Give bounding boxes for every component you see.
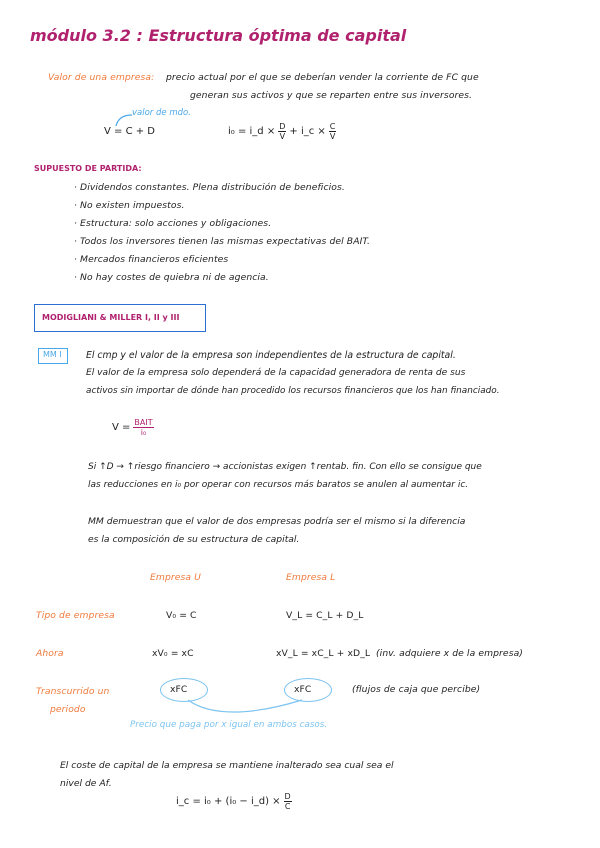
mm1-line3: activos sin importar de dónde han procedido los recursos financieros que los han financiado. [86, 386, 500, 396]
valor-formula-i0 [228, 122, 336, 141]
supuesto-item: · Estructura: solo acciones y obligaciones. [74, 218, 272, 229]
fraction-bait-i0 [133, 418, 153, 437]
formula-i0-prefix: i₀ = i_d × [228, 126, 276, 137]
fraction-den: V [279, 132, 286, 141]
fraction-den: V [329, 132, 336, 141]
mm1-tag: MM I [43, 350, 62, 359]
mm1-p3-line2: es la composición de su estructura de capital. [88, 534, 300, 545]
supuesto-item: · Todos los inversores tienen las mismas expectativas del BAIT. [74, 236, 371, 247]
row-tipo-l: V_L = C_L + D_L [286, 610, 364, 621]
col-empresa-l: Empresa L [286, 572, 336, 583]
valor-annotation: valor de mdo. [132, 108, 191, 118]
fraction-num: D [279, 122, 286, 131]
connector-curve-icon [180, 694, 310, 720]
row-label-tipo: Tipo de empresa [36, 610, 115, 621]
col-empresa-u: Empresa U [150, 572, 201, 583]
closing-formula [176, 792, 292, 811]
formula-i0-mid: + i_c × [289, 126, 326, 137]
closing-line1: El coste de capital de la empresa se mantiene inalterado sea cual sea el [60, 760, 394, 771]
fraction-den: C [284, 802, 291, 811]
fraction-num: BAIT [134, 418, 153, 427]
supuesto-item: · Dividendos constantes. Plena distribución de beneficios. [74, 182, 345, 193]
closing-line2: nivel de Af. [60, 778, 112, 789]
fraction-c-v [329, 122, 337, 141]
mm1-formula [112, 418, 154, 437]
table-annotation: Precio que paga por x igual en ambos casos. [130, 720, 328, 730]
formula-v-label: V = [112, 422, 131, 433]
valor-label: Valor de una empresa: [48, 72, 155, 83]
closing-formula-prefix: i_c = i₀ + (i₀ − i_d) × [176, 796, 281, 807]
row-fc-l: xFC [294, 684, 312, 695]
supuesto-item: · No hay costes de quiebra ni de agencia. [74, 272, 269, 283]
fraction-d-v [278, 122, 286, 141]
fraction-num: C [329, 122, 336, 131]
valor-formula-v: V = C + D [104, 126, 155, 137]
supuesto-item: · No existen impuestos. [74, 200, 185, 211]
supuesto-heading: SUPUESTO DE PARTIDA: [34, 164, 142, 173]
row-fc-u: xFC [170, 684, 188, 695]
supuesto-item: · Mercados financieros eficientes [74, 254, 229, 265]
mm-heading: MODIGLIANI & MILLER I, II y III [42, 313, 180, 322]
mm1-p2-line1: Si ↑D → ↑riesgo financiero → accionistas exigen ↑rentab. fin. Con ello se consigue que [88, 462, 482, 472]
row-fc-note: (flujos de caja que percibe) [352, 684, 481, 695]
mm1-p2-line2: las reducciones en i₀ por operar con recursos más baratos se anulen al aumentar ic. [88, 480, 469, 490]
mm1-line2: El valor de la empresa solo dependerá de la capacidad generadora de renta de sus [86, 368, 466, 378]
fraction-den: i₀ [140, 428, 147, 437]
page-title: módulo 3.2 : Estructura óptima de capital [30, 26, 407, 45]
mm1-line1: El cmp y el valor de la empresa son independientes de la estructura de capital. [86, 350, 456, 361]
fraction-num: D [284, 792, 291, 801]
row-label-transcurrido: Transcurrido un [36, 686, 110, 697]
valor-definition-line2: generan sus activos y que se reparten entre sus inversores. [190, 90, 473, 101]
row-label-periodo: periodo [50, 704, 86, 715]
valor-definition-line1: precio actual por el que se deberían vender la corriente de FC que [166, 72, 479, 83]
row-ahora-note: (inv. adquiere x de la empresa) [376, 648, 523, 659]
row-tipo-u: V₀ = C [166, 610, 197, 621]
fraction-d-c [284, 792, 292, 811]
mm1-p3-line1: MM demuestran que el valor de dos empresas podría ser el mismo si la diferencia [88, 516, 466, 527]
row-label-ahora: Ahora [36, 648, 64, 659]
row-ahora-l: xV_L = xC_L + xD_L [276, 648, 371, 659]
row-ahora-u: xV₀ = xC [152, 648, 194, 659]
